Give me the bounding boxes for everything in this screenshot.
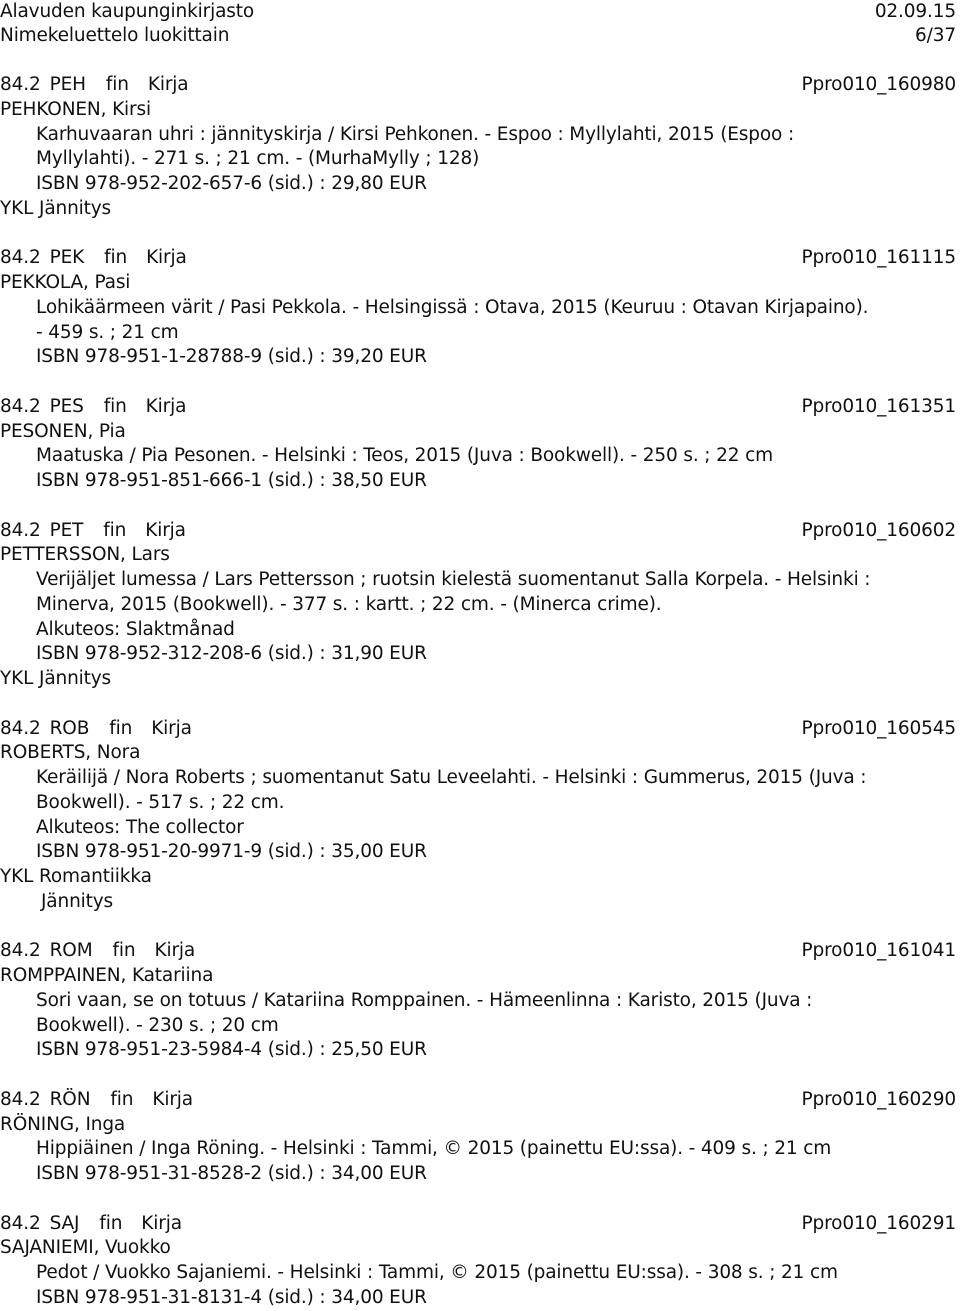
record-id: Ppro010_161041 xyxy=(801,940,956,961)
record-id: Ppro010_160545 xyxy=(801,718,956,739)
material-type: Kirja xyxy=(152,1089,193,1110)
header-row-2 xyxy=(0,24,958,48)
print-date: 02.09.15 xyxy=(874,1,956,22)
record-description-line: Bookwell). - 517 s. ; 22 cm. xyxy=(36,792,285,813)
record-description-line: Minerva, 2015 (Bookwell). - 377 s. : kartt. ; 22 cm. - (Minerca crime). xyxy=(36,594,662,615)
language-code: fin xyxy=(104,247,128,268)
header-row-1 xyxy=(0,0,958,24)
record-call-row xyxy=(0,1212,958,1236)
call-number xyxy=(0,519,186,543)
language-code: fin xyxy=(109,718,133,739)
shelf-class: 84.2 xyxy=(0,940,41,961)
record-id: Ppro010_160291 xyxy=(801,1213,956,1234)
call-number xyxy=(0,73,188,97)
record-author: ROMPPAINEN, Katariina xyxy=(0,965,214,986)
record-description-line: Keräilijä / Nora Roberts ; suomentanut Satu Leveelahti. - Helsinki : Gummerus, 2015 (Juva : xyxy=(36,767,867,788)
record-description-line: ISBN 978-951-20-9971-9 (sid.) : 35,00 EUR xyxy=(36,841,427,862)
record-description-line: Lohikäärmeen värit / Pasi Pekkola. - Helsingissä : Otava, 2015 (Keuruu : Otavan Kirjapaino). xyxy=(36,297,869,318)
shelf-class: 84.2 xyxy=(0,1213,41,1234)
record-description-line: ISBN 978-951-31-8528-2 (sid.) : 34,00 EUR xyxy=(36,1163,427,1184)
record-description-line: Karhuvaaran uhri : jännityskirja / Kirsi Pehkonen. - Espoo : Myllylahti, 2015 (Espoo : xyxy=(36,124,795,145)
record-description-line: Hippiäinen / Inga Röning. - Helsinki : Tammi, © 2015 (painettu EU:ssa). - 409 s. ; 21 cm xyxy=(36,1138,832,1159)
record-id: Ppro010_160290 xyxy=(801,1089,956,1110)
language-code: fin xyxy=(105,74,129,95)
record-description-line: Alkuteos: Slaktmånad xyxy=(36,619,235,640)
record-author: PEKKOLA, Pasi xyxy=(0,272,131,293)
report-title: Nimekeluettelo luokittain xyxy=(0,25,230,46)
record-description-line: Sori vaan, se on totuus / Katariina Romppainen. - Hämeenlinna : Karisto, 2015 (Juva : xyxy=(36,990,813,1011)
record-call-row xyxy=(0,246,958,270)
author-code: PET xyxy=(49,520,84,541)
call-number xyxy=(0,246,187,270)
language-code: fin xyxy=(103,520,127,541)
language-code: fin xyxy=(103,396,127,417)
record-call-row xyxy=(0,939,958,963)
call-number xyxy=(0,395,186,419)
record-id: Ppro010_160980 xyxy=(801,74,956,95)
material-type: Kirja xyxy=(145,520,186,541)
record-author: PETTERSSON, Lars xyxy=(0,544,170,565)
record-description-line: Pedot / Vuokko Sajaniemi. - Helsinki : Tammi, © 2015 (painettu EU:ssa). - 308 s. ; 21 cm xyxy=(36,1262,838,1283)
record-author: RÖNING, Inga xyxy=(0,1114,126,1135)
material-type: Kirja xyxy=(147,74,189,95)
call-number xyxy=(0,1088,193,1112)
language-code: fin xyxy=(112,940,136,961)
author-code: PEH xyxy=(49,74,86,95)
record-description-line: ISBN 978-951-31-8131-4 (sid.) : 34,00 EUR xyxy=(36,1287,427,1308)
record-call-row xyxy=(0,395,958,419)
record-subject-class: YKL Jännitys xyxy=(0,668,112,689)
record-description-line: - 459 s. ; 21 cm xyxy=(36,322,179,343)
record-description-line: Myllylahti). - 271 s. ; 21 cm. - (MurhaMylly ; 128) xyxy=(36,148,480,169)
record-author: SAJANIEMI, Vuokko xyxy=(0,1237,171,1258)
material-type: Kirja xyxy=(146,247,187,268)
language-code: fin xyxy=(110,1089,134,1110)
material-type: Kirja xyxy=(141,1213,182,1234)
call-number xyxy=(0,939,195,963)
library-name: Alavuden kaupunginkirjasto xyxy=(0,1,255,22)
material-type: Kirja xyxy=(154,940,196,961)
record-call-row xyxy=(0,1088,958,1112)
shelf-class: 84.2 xyxy=(0,74,41,95)
record-description-line: Alkuteos: The collector xyxy=(36,817,244,838)
record-description-line: ISBN 978-952-312-208-6 (sid.) : 31,90 EUR xyxy=(36,643,427,664)
record-description-line: ISBN 978-951-23-5984-4 (sid.) : 25,50 EUR xyxy=(36,1039,427,1060)
record-author: PEHKONEN, Kirsi xyxy=(0,99,151,120)
author-code: ROB xyxy=(49,718,90,739)
record-call-row xyxy=(0,73,958,97)
record-call-row xyxy=(0,717,958,741)
record-id: Ppro010_161115 xyxy=(801,247,956,268)
author-code: RÖN xyxy=(49,1089,91,1110)
record-description-line: ISBN 978-951-1-28788-9 (sid.) : 39,20 EUR xyxy=(36,346,427,367)
call-number xyxy=(0,717,192,741)
record-description-line: Maatuska / Pia Pesonen. - Helsinki : Teos, 2015 (Juva : Bookwell). - 250 s. ; 22 cm xyxy=(36,445,773,466)
record-description-line: ISBN 978-952-202-657-6 (sid.) : 29,80 EUR xyxy=(36,173,427,194)
shelf-class: 84.2 xyxy=(0,396,41,417)
record-id: Ppro010_160602 xyxy=(801,520,956,541)
author-code: PEK xyxy=(49,247,85,268)
record-author: ROBERTS, Nora xyxy=(0,742,141,763)
call-number xyxy=(0,1212,182,1236)
material-type: Kirja xyxy=(151,718,192,739)
shelf-class: 84.2 xyxy=(0,718,41,739)
record-subject-class: Jännitys xyxy=(41,891,114,912)
record-description-line: ISBN 978-951-851-666-1 (sid.) : 38,50 EUR xyxy=(36,470,427,491)
record-description-line: Bookwell). - 230 s. ; 20 cm xyxy=(36,1015,279,1036)
shelf-class: 84.2 xyxy=(0,1089,41,1110)
record-id: Ppro010_161351 xyxy=(801,396,956,417)
author-code: PES xyxy=(49,396,84,417)
record-description-line: Verijäljet lumessa / Lars Pettersson ; ruotsin kielestä suomentanut Salla Korpela. - Helsinki : xyxy=(36,569,871,590)
record-subject-class: YKL Jännitys xyxy=(0,198,112,219)
author-code: ROM xyxy=(49,940,93,961)
record-call-row xyxy=(0,519,958,543)
language-code: fin xyxy=(99,1213,123,1234)
page-number: 6/37 xyxy=(915,25,956,46)
shelf-class: 84.2 xyxy=(0,247,41,268)
material-type: Kirja xyxy=(145,396,187,417)
author-code: SAJ xyxy=(49,1213,80,1234)
record-author: PESONEN, Pia xyxy=(0,421,126,442)
record-subject-class: YKL Romantiikka xyxy=(0,866,152,887)
shelf-class: 84.2 xyxy=(0,520,41,541)
